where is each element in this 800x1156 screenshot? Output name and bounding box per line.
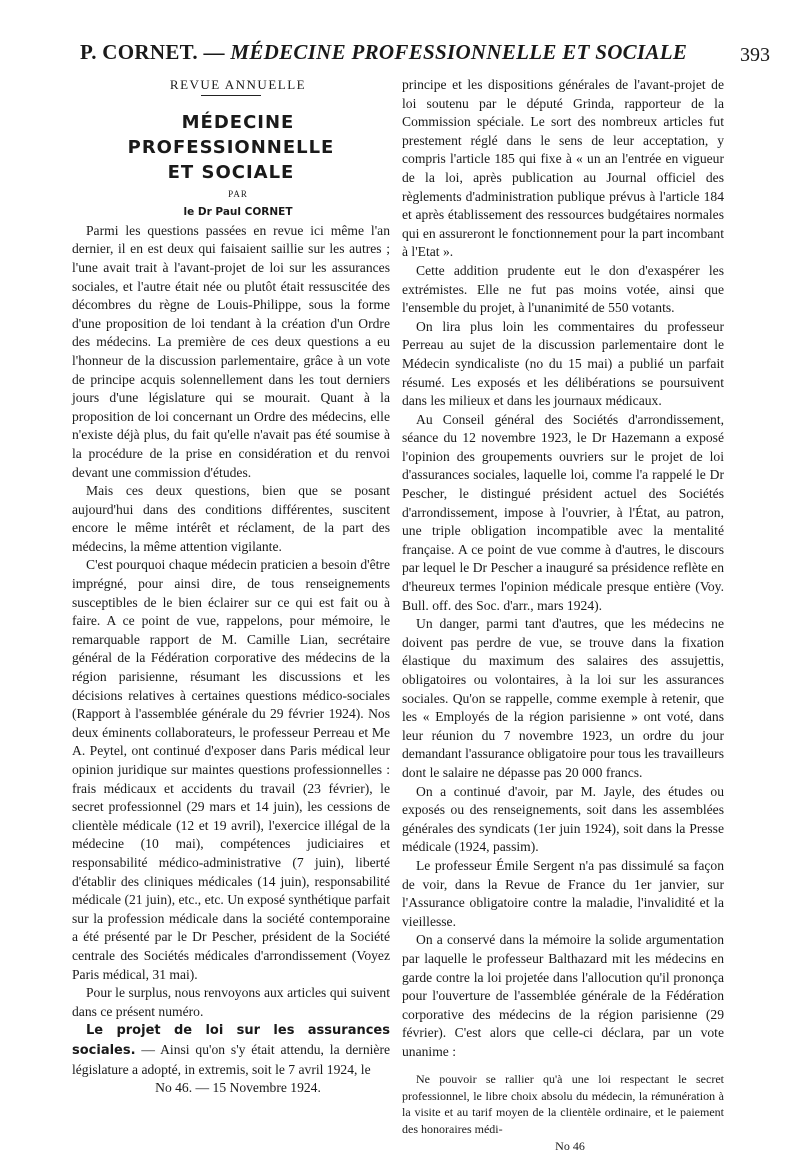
subheading-assurances: Le projet de loi sur les assurances sociales. (72, 1023, 390, 1058)
running-head-title (80, 40, 687, 65)
section-label: REVUE ANNUELLE (169, 77, 307, 92)
article-title-line-2: PROFESSIONNELLE (127, 136, 335, 158)
left-column (72, 76, 390, 1098)
quoted-resolution: Ne pouvoir se rallier qu'à une loi respectant le secret professionnel, le libre choix absolu du médecin, la rémunération à la visite et au tarif moyen de la clientèle ordinaire, et le paiement des honoraires médi- (402, 1072, 724, 1136)
running-head-journal: MÉDECINE PROFESSIONNELLE ET SOCIALE (230, 40, 688, 64)
right-paragraph-6: On a continué d'avoir, par M. Jayle, des études ou exposés ou des renseignements, soit dans les assemblées générales des syndicats (1er juin 1924), soit dans la Presse médicale (1924, passim). (402, 783, 724, 855)
running-head-author: P. CORNET. — (80, 40, 231, 64)
right-paragraph-1: principe et les dispositions générales de l'avant-projet de loi soutenu par le député Grinda, rapporteur de la Commission spéciale. Le sort des nombreux articles fut prestement réglé dans le sens de leur acceptation, y compris l'article 185 qui fixe à « un an l'entrée en vigueur de la loi, après publication au Journal officiel des règlements d'administration publique prévus à l'article 184 et après établissement des ressources budgétaires normales qui en assureront le fonctionnement pour la part incombant à l'Etat ». (402, 77, 724, 260)
running-head (80, 40, 770, 72)
article-title-line-3: ET SOCIALE (167, 161, 295, 183)
left-paragraph-2: Mais ces deux questions, bien que se posant aujourd'hui dans des conditions différentes, suscitent encore le même intérêt et réclament, de la part des médecins, la même attention vigilante. (72, 483, 390, 554)
right-paragraph-2: Cette addition prudente eut le don d'exaspérer les extrémistes. Elle ne fut pas moins votée, ainsi que l'ensemble du projet, à l'unanimité de 550 votants. (402, 262, 724, 316)
article-title (72, 110, 390, 185)
left-paragraph-5-text: — Ainsi qu'on s'y était attendu, la dernière législature a adopté, in extremis, soit le 7 avril 1924, le (72, 1041, 390, 1077)
right-paragraph-4: Au Conseil général des Sociétés d'arrondissement, séance du 12 novembre 1923, le Dr Hazemann a exposé l'opinion des groupements ouvriers sur le projet de loi d'assurances sociales, laquelle loi, comme l'a rappelé le Dr Pescher, le distingué président actuel des Sociétés d'arrondissement, impose à l'ouvrier, à l'État, au patron, une triple obligation incompatible avec la mentalité française. A ce point de vue comme à d'autres, le discours par lequel le Dr Pescher a inauguré sa présidence reflète en d'heureux termes l'opinion médicale presque entière (Voy. Bull. off. des Soc. d'arr., mars 1924). (402, 411, 724, 613)
left-paragraph-5 (72, 1021, 390, 1079)
right-column (402, 76, 724, 1156)
page-number: 393 (740, 44, 770, 66)
right-paragraph-3: On lira plus loin les commentaires du professeur Perreau au sujet de la discussion parlementaire dont le Médecin syndicaliste (no du 15 mai) a publié un parfait résumé. Les exposés et les délibérations se poursuivent dans les milieux et dans les journaux médicaux. (402, 318, 724, 409)
title-rule (201, 95, 261, 96)
left-footer: No 46. — 15 Novembre 1924. (155, 1080, 321, 1096)
right-footer: No 46 (555, 1139, 585, 1154)
left-paragraph-3: C'est pourquoi chaque médecin praticien a besoin d'être imprégné, pour ainsi dire, de tous renseignements susceptibles de le bien éclairer sur ce qui est fait ou à faire. A ce point de vue, rappelons, pour mémoire, le remarquable rapport de M. Camille Lian, secrétaire général de la Fédération corporative des médecins de la région parisienne, résumant les discussions et les décisions relatives à certaines questions médico-sociales (Rapport à l'assemblée générale du 29 février 1924). Nos deux éminents collaborateurs, le professeur Perreau et Me A. Peytel, ont continué d'exposer dans Paris médical leur opinion juridique sur maintes questions professionnelles : frais médicaux et accidents du travail (23 février), le secret professionnel (29 mars et 14 juin), les cessions de clientèle médicale (12 et 19 avril), l'exercice illégal de la médecine (10 mai), compétences judiciaires et responsabilité médico-administrative (7 juin), liberté d'établir des cliniques médicales (14 juin), responsabilité médicale (21 juin), etc., etc. Un exposé synthétique parfait sur la profession médicale dans la société contemporaine a été présenté par le Dr Pescher, président de la Société centrale des Sociétés médicales d'arrondissement (Voyez Paris médical, 31 mai). (72, 557, 390, 982)
article-title-line-1: MÉDECINE (181, 111, 295, 133)
right-paragraph-7: Le professeur Émile Sergent n'a pas dissimulé sa façon de voir, dans la Revue de France du 1er janvier, sur l'Assurance obligatoire contre la maladie, l'invalidité et la vieillesse. (402, 857, 724, 929)
right-paragraph-5: Un danger, parmi tant d'autres, que les médecins ne doivent pas perdre de vue, se trouve dans la fixation élastique du maximum des salaires des assujettis, obligatoires ou volontaires, à la loi sur les assurances sociales. Qu'on se rappelle, comme exemple à retenir, que les « Employés de la région parisienne » ont voté, dans leur réunion du 7 novembre 1923, un ordre du jour demandant l'assurance obligatoire pour tous les travailleurs dont le salaire ne dépasse pas 20 000 francs. (402, 616, 724, 780)
left-paragraph-4: Pour le surplus, nous renvoyons aux articles qui suivent dans ce présent numéro. (72, 985, 390, 1019)
byline-par: PAR (228, 188, 248, 199)
byline-author: le Dr Paul CORNET (183, 206, 293, 219)
left-paragraph-1: Parmi les questions passées en revue ici même l'an dernier, il en est deux qui faisaient saillie sur les autres ; l'une avait trait à l'avant-projet de loi sur les assurances sociales, et l'autre était née ou plutôt était ressuscitée des décombres du règne de Louis-Philippe, sous la forme d'une proposition de loi tendant à la création d'un Ordre des médecins. La première de ces deux questions a eu l'honneur de la discussion parlementaire, grâce à un vote de principe acquis solennellement dans les tout derniers jours d'une législature qui se mourait. Quant à la proposition de loi concernant un Ordre des médecins, elle n'existe déjà plus, du fait qu'elle n'avait pas été soumise à la procédure de la prise en considération et du renvoi devant une commission d'études. (72, 222, 390, 480)
right-paragraph-8: On a conservé dans la mémoire la solide argumentation par laquelle le professeur Balthazard mit les médecins en garde contre la loi projetée dans l'allocution qu'il prononça pour l'ouverture de l'assemblée générale de la Fédération corporative des médecins de la région parisienne (29 février). C'est alors que celle-ci déclara, par un vote unanime : (402, 932, 724, 1059)
